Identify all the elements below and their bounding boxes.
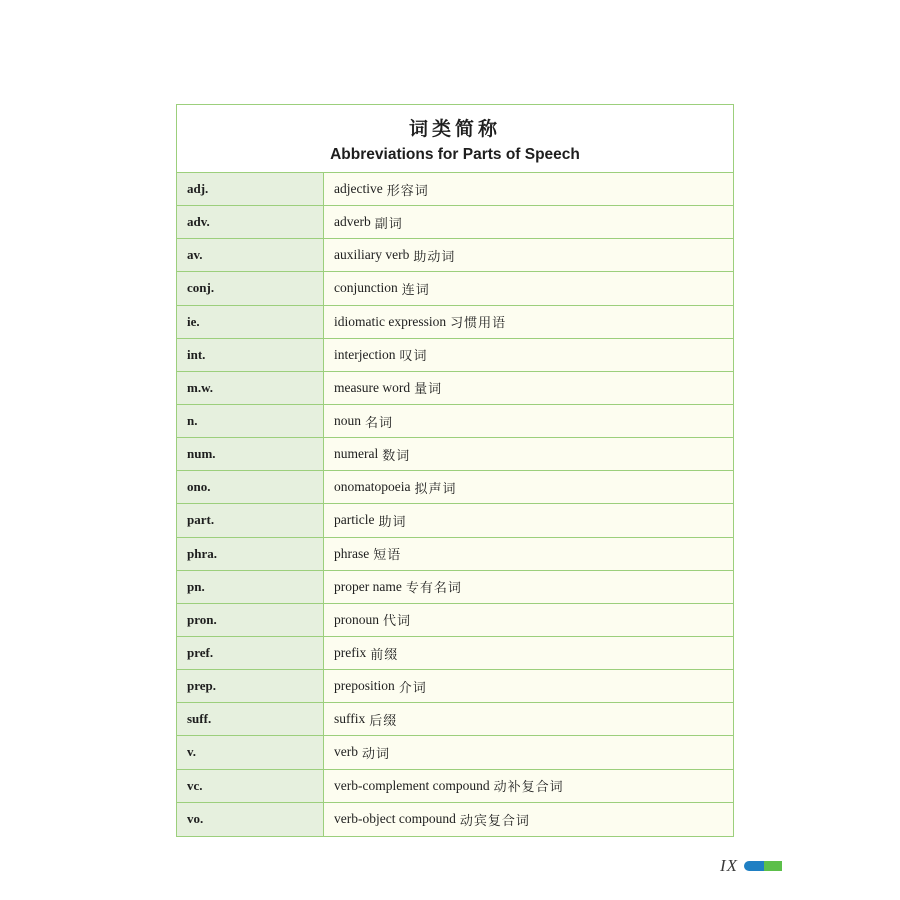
abbreviation-cell: suff. (177, 703, 324, 735)
table-row (177, 471, 733, 504)
definition-cell (324, 670, 733, 702)
footer-accent-bar-blue (744, 861, 764, 871)
definition-chinese: 习惯用语 (450, 316, 507, 332)
table-row (177, 670, 733, 703)
abbreviation-cell: prep. (177, 670, 324, 702)
definition-english: particle (334, 512, 375, 528)
table-row (177, 604, 733, 637)
definition-english: verb (334, 744, 358, 760)
definition-chinese: 后缀 (369, 713, 398, 729)
definition-chinese: 数词 (382, 448, 411, 464)
definition-english: numeral (334, 446, 379, 462)
definition-english: auxiliary verb (334, 247, 410, 263)
definition-english: preposition (334, 678, 395, 694)
definition-chinese: 量词 (414, 382, 443, 398)
footer-accent-bar-green (764, 861, 782, 871)
table-row (177, 637, 733, 670)
table-row (177, 438, 733, 471)
table-row (177, 306, 733, 339)
abbreviation-cell: adv. (177, 206, 324, 238)
page-footer (720, 856, 782, 876)
definition-english: interjection (334, 346, 396, 362)
abbreviation-cell: pron. (177, 604, 324, 636)
definition-cell (324, 803, 733, 836)
definition-cell (324, 438, 733, 470)
definition-chinese: 动宾复合词 (459, 813, 530, 829)
definition-chinese: 专有名词 (405, 581, 462, 597)
table-row (177, 173, 733, 206)
definition-chinese: 形容词 (386, 183, 429, 199)
definition-cell (324, 637, 733, 669)
abbreviation-cell: m.w. (177, 372, 324, 404)
abbreviation-cell: part. (177, 504, 324, 536)
definition-english: pronoun (334, 611, 379, 627)
definition-chinese: 助动词 (413, 249, 456, 265)
definition-chinese: 介词 (398, 680, 427, 696)
definition-chinese: 前缀 (370, 647, 399, 663)
table-row (177, 703, 733, 736)
definition-chinese: 连词 (401, 282, 430, 298)
definition-english: measure word (334, 379, 411, 395)
definition-cell (324, 405, 733, 437)
definition-english: verb-object compound (334, 811, 456, 827)
table-row (177, 770, 733, 803)
definition-english: idiomatic expression (334, 313, 447, 329)
table-row (177, 571, 733, 604)
abbreviation-cell: int. (177, 339, 324, 371)
table-header (177, 105, 733, 173)
definition-cell (324, 306, 733, 338)
definition-english: conjunction (334, 280, 398, 296)
definition-cell (324, 372, 733, 404)
table-row (177, 504, 733, 537)
definition-cell (324, 571, 733, 603)
table-row (177, 736, 733, 769)
abbreviation-cell: num. (177, 438, 324, 470)
table-row (177, 803, 733, 836)
abbreviation-cell: ono. (177, 471, 324, 503)
definition-cell (324, 471, 733, 503)
definition-cell (324, 239, 733, 271)
abbreviation-cell: adj. (177, 173, 324, 205)
abbreviation-cell: phra. (177, 538, 324, 570)
definition-cell (324, 173, 733, 205)
abbreviation-cell: av. (177, 239, 324, 271)
abbreviation-cell: vc. (177, 770, 324, 802)
table-title-chinese: 词类简称 (408, 117, 501, 140)
table-title-english: Abbreviations for Parts of Speech (330, 145, 580, 163)
definition-chinese: 拟声词 (414, 481, 457, 497)
definition-chinese: 动词 (362, 746, 391, 762)
page-number: IX (719, 856, 738, 875)
abbreviation-cell: vo. (177, 803, 324, 836)
definition-chinese: 助词 (378, 514, 407, 530)
definition-chinese: 代词 (383, 614, 412, 630)
definition-english: adverb (334, 214, 371, 230)
abbreviation-cell: pn. (177, 571, 324, 603)
definition-cell (324, 206, 733, 238)
abbreviation-cell: ie. (177, 306, 324, 338)
definition-english: onomatopoeia (334, 479, 411, 495)
definition-english: phrase (334, 545, 370, 561)
table-row (177, 339, 733, 372)
abbreviation-cell: pref. (177, 637, 324, 669)
table-row (177, 538, 733, 571)
definition-cell (324, 736, 733, 768)
table-body (177, 173, 733, 836)
table-row (177, 239, 733, 272)
definition-chinese: 动补复合词 (493, 780, 564, 796)
table-row (177, 206, 733, 239)
definition-english: verb-complement compound (334, 777, 490, 793)
definition-cell (324, 339, 733, 371)
definition-cell (324, 703, 733, 735)
definition-chinese: 短语 (373, 548, 402, 564)
definition-english: adjective (334, 181, 383, 197)
abbreviation-cell: n. (177, 405, 324, 437)
definition-english: proper name (334, 578, 402, 594)
definition-chinese: 叹词 (399, 349, 428, 365)
definition-english: prefix (334, 645, 367, 661)
definition-cell (324, 770, 733, 802)
definition-chinese: 副词 (374, 216, 403, 232)
definition-english: noun (334, 413, 361, 429)
definition-cell (324, 538, 733, 570)
abbreviation-cell: conj. (177, 272, 324, 304)
definition-cell (324, 504, 733, 536)
abbreviations-table (176, 104, 734, 837)
definition-chinese: 名词 (365, 415, 394, 431)
table-row (177, 272, 733, 305)
definition-english: suffix (334, 711, 366, 727)
table-row (177, 405, 733, 438)
table-row (177, 372, 733, 405)
definition-cell (324, 604, 733, 636)
abbreviation-cell: v. (177, 736, 324, 768)
definition-cell (324, 272, 733, 304)
